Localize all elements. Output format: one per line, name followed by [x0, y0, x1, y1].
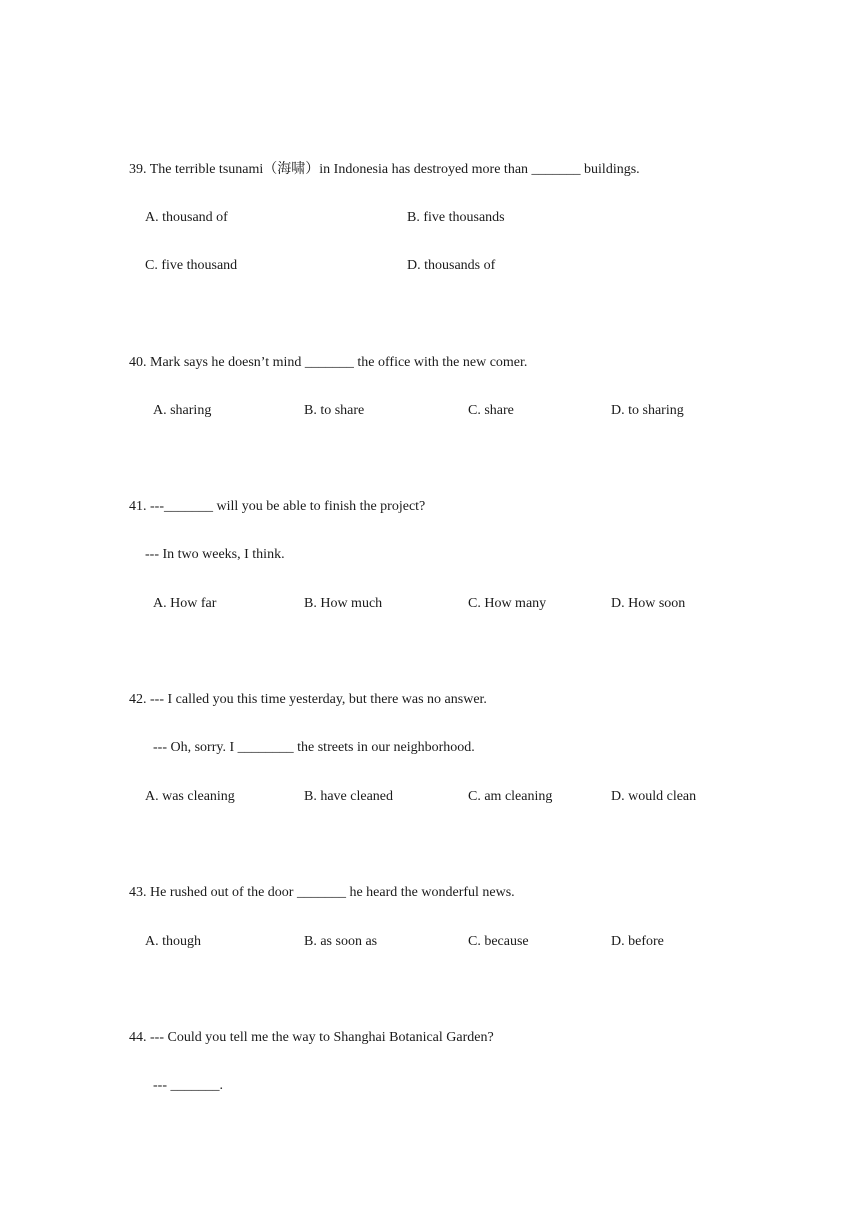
question-40-option-d: D. to sharing: [611, 403, 684, 418]
question-39-option-a: A. thousand of: [145, 210, 228, 225]
question-39-option-d: D. thousands of: [407, 258, 496, 273]
question-39-option-c: C. five thousand: [145, 258, 238, 273]
question-43-option-a: A. though: [145, 934, 201, 949]
question-41-reply: --- In two weeks, I think.: [145, 547, 285, 562]
question-39-stem: 39. The terrible tsunami（海啸）in Indonesia has destroyed more than _______ buildings.: [129, 162, 640, 177]
question-40-stem: 40. Mark says he doesn’t mind _______ the office with the new comer.: [129, 355, 528, 370]
question-42-option-b: B. have cleaned: [304, 789, 394, 804]
question-42-option-d: D. would clean: [611, 789, 697, 804]
question-43-option-c: C. because: [468, 934, 529, 949]
question-44-stem: 44. --- Could you tell me the way to Shanghai Botanical Garden?: [129, 1030, 494, 1045]
question-42-stem: 42. --- I called you this time yesterday, but there was no answer.: [129, 692, 487, 707]
question-42-option-a: A. was cleaning: [145, 789, 235, 804]
question-40-option-b: B. to share: [304, 403, 365, 418]
question-39-option-b: B. five thousands: [407, 210, 505, 225]
question-43-stem: 43. He rushed out of the door _______ he heard the wonderful news.: [129, 885, 515, 900]
question-43-option-b: B. as soon as: [304, 934, 378, 949]
question-44-reply: --- _______.: [153, 1078, 223, 1093]
question-41-option-a: A. How far: [153, 596, 217, 611]
question-42-reply: --- Oh, sorry. I ________ the streets in our neighborhood.: [153, 740, 475, 755]
question-43-option-d: D. before: [611, 934, 664, 949]
question-41-option-c: C. How many: [468, 596, 547, 611]
question-41-stem: 41. ---_______ will you be able to finish the project?: [129, 499, 426, 514]
question-41-option-b: B. How much: [304, 596, 383, 611]
question-41-option-d: D. How soon: [611, 596, 686, 611]
question-40-option-a: A. sharing: [153, 403, 212, 418]
question-42-option-c: C. am cleaning: [468, 789, 553, 804]
question-40-option-c: C. share: [468, 403, 514, 418]
